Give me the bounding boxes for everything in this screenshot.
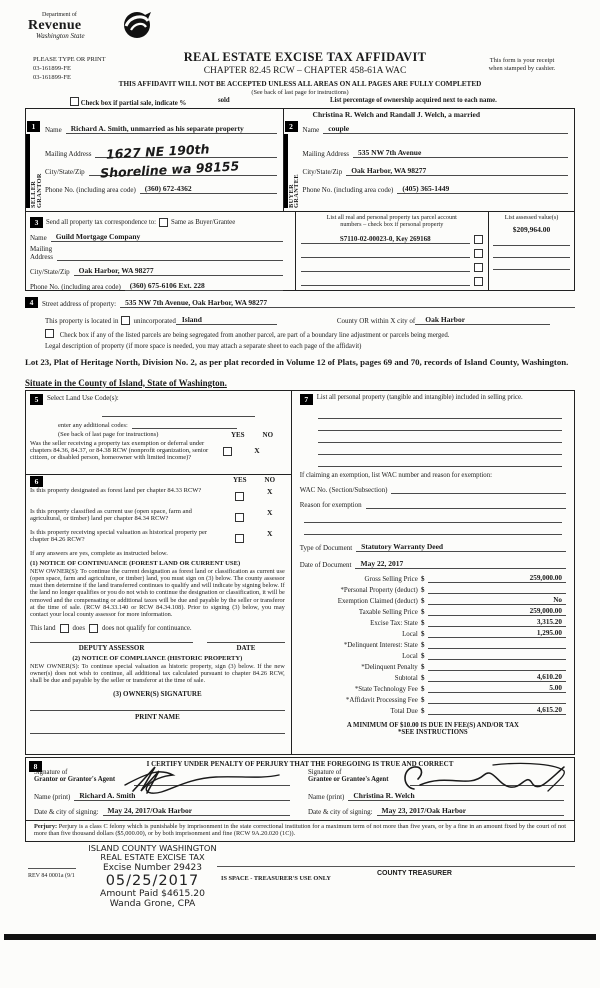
assessed-header: List assessed value(s)	[504, 214, 559, 221]
notice-compliance-title: (2) NOTICE OF COMPLIANCE (HISTORIC PROPERTY)	[72, 654, 243, 662]
county-or-label: County OR within X city of	[336, 317, 416, 325]
section8-number: 8	[29, 761, 42, 772]
grantor-signature-scribble	[121, 761, 286, 799]
parcel-header-line2: numbers – check box if personal property	[340, 221, 444, 228]
dollar-sign: $	[421, 629, 425, 638]
dollar-sign: $	[421, 684, 425, 693]
ownership-note: List percentage of ownership acquired next to each name.	[330, 97, 497, 104]
buyer-mailing-label: Mailing Address	[302, 150, 350, 158]
seller-rail	[26, 134, 42, 208]
buyer-section	[284, 109, 574, 211]
seller-city-label: City/State/Zip	[45, 168, 85, 176]
located-in-label: This property is located in	[45, 317, 119, 325]
fin-label: Gross Selling Price	[364, 575, 418, 583]
parcel-3-blank	[301, 271, 471, 272]
section4-number: 4	[25, 297, 38, 308]
correspondence-name-label: Name	[30, 234, 47, 242]
current-use-question: Is this property classified as current use (open space, farm and agricultural, or timber) land per chapter 84.34 RCW?	[30, 507, 192, 522]
partial-sale-label: Check box if partial sale, indicate %	[80, 100, 187, 107]
exemption-reason-label: Reason for exemption	[299, 500, 362, 509]
fin-label: *Personal Property (deduct)	[340, 586, 418, 594]
exemption-reason-blank-2	[304, 511, 562, 523]
fin-value: No	[428, 596, 566, 605]
wac-number-label: WAC No. (Section/Subsection)	[299, 485, 388, 494]
unincorporated-checkbox	[121, 316, 130, 325]
grantee-sig-label-2: Grantee or Grantee's Agent	[308, 776, 389, 783]
deputy-assessor-label: DEPUTY ASSESSOR	[78, 643, 145, 652]
grantor-signature-block	[26, 769, 300, 786]
q2-yes-cell	[225, 508, 255, 526]
type-or-print-label: PLEASE TYPE OR PRINT	[33, 56, 106, 63]
bottom-black-bar	[4, 934, 596, 940]
county-stamp	[80, 844, 225, 910]
certification-section	[25, 757, 575, 842]
fin-value: 4,610.20	[428, 673, 566, 682]
fin-row-delinq-state	[300, 638, 566, 649]
partial-sale-checkbox	[70, 97, 79, 106]
section6-no-header: NO	[264, 475, 276, 484]
legal-description-value: Lot 23, Plat of Heritage North, Division No. 2, as per plat recorded in Volume 12 of Plats, pages 69 and 70, records of Island County, Washington.	[25, 357, 569, 367]
property-section	[25, 291, 575, 388]
parcel-header	[301, 214, 484, 228]
doc-type-label: Type of Document	[299, 543, 353, 552]
unincorporated-label: unincorporated	[133, 317, 176, 325]
personal-property-blank-1	[318, 407, 562, 419]
receipt-note-line1: This form is your receipt	[489, 57, 555, 64]
land-does-not-label: does not qualify for continuance.	[101, 624, 192, 632]
certify-statement: I CERTIFY UNDER PENALTY OF PERJURY THAT THE FOREGOING IS TRUE AND CORRECT	[146, 759, 454, 768]
grantee-name-print-value: Christina R. Welch	[348, 791, 564, 801]
same-as-buyer-label: Same as Buyer/Grantee	[171, 219, 236, 226]
correspondence-mailing-value	[57, 260, 283, 261]
section1-number: 1	[27, 121, 40, 132]
notice-continuance-body: NEW OWNER(S): To continue the current designation as forest land or classification as current use (open space, farm and agriculture, or timber) land, you must sign on (3) below. The county assessor must then determine if the land transferred continues to qualify and will indicate by signing below. If the land no longer qualifies or you do not wish to continue the designation or classification, it will be removed and the compensating or additional taxes will be due and payable by the seller or transferor at the time of sale. (RCW 84.33.140 or RCW 84.34.108). Prior to signing (3) below, you may contact your local county assessor for more information.	[30, 567, 285, 619]
grantor-name-print-label: Name (print)	[34, 792, 71, 801]
seller-mailing-label: Mailing Address	[45, 150, 92, 158]
fin-value: 1,295.00	[428, 629, 566, 638]
dollar-sign: $	[421, 706, 425, 715]
exemption-deferral-question: Was the seller receiving a property tax exemption or deferral under chapters 84.36, 84.37, or 84.38 RCW (nonprofit organization, senior citizen, or disabled person, homeowner with limited income)?	[30, 439, 209, 462]
this-land-label: This land	[30, 624, 56, 632]
section5-no-answer: X	[254, 446, 260, 456]
fin-value	[428, 703, 566, 704]
seller-buyer-box	[25, 108, 575, 211]
q3-yes-checkbox	[235, 534, 244, 543]
fin-row-delinq-local	[300, 649, 566, 660]
grantee-signature-scribble	[398, 761, 568, 801]
sold-label: sold	[218, 97, 230, 104]
buyer-side-label: BUYER	[287, 183, 295, 208]
receipt-note	[472, 57, 572, 73]
buyer-city-label: City/State/Zip	[302, 168, 343, 176]
fin-row-tech-fee	[300, 682, 566, 693]
fin-row-gross	[300, 572, 566, 583]
form-body	[25, 108, 575, 940]
land-does-label: does	[72, 624, 85, 632]
buyer-name-value: couple	[323, 124, 568, 134]
fin-value	[428, 659, 566, 660]
dor-logo	[28, 12, 85, 40]
grantee-sig-label-1: Signature of	[308, 768, 342, 776]
notice-continuance-title: (1) NOTICE OF CONTINUANCE (FOREST LAND OR CURRENT USE)	[30, 559, 241, 567]
parcel-number-value: S7110-02-00023-0, Key 269168	[301, 235, 471, 244]
owners-signature-line	[30, 710, 285, 711]
dollar-sign: $	[421, 585, 425, 594]
deputy-assessor-line	[30, 642, 193, 643]
situate-line: Situate in the County of Island, State of Washington.	[25, 377, 227, 388]
buyer-city-value: Oak Harbor, WA 98277	[346, 166, 568, 176]
fin-row-exemption	[300, 594, 566, 605]
section5-yes-header: YES	[230, 430, 245, 439]
mailing-label-line1: Mailing	[30, 245, 53, 253]
correspondence-city-value: Oak Harbor, WA 98277	[74, 266, 283, 276]
fin-value: 5.00	[428, 684, 566, 693]
q3-yes-cell	[225, 529, 255, 547]
partial-sale-left	[70, 97, 186, 107]
grantor-name-print-value: Richard A. Smith	[74, 791, 290, 801]
assessed-4-blank	[493, 258, 570, 270]
section6-yes-header: YES	[232, 475, 247, 484]
correspondence-name-value: Guild Mortgage Company	[51, 232, 283, 242]
buyer-mailing-value: 535 NW 7th Avenue	[353, 148, 568, 158]
stamp-signer: Wanda Grone, CPA	[109, 898, 196, 909]
fin-label: Local	[402, 630, 418, 638]
q2-yes-checkbox	[235, 513, 244, 522]
assessed-value: $209,964.00	[512, 225, 551, 234]
street-address-label: Street address of property:	[42, 300, 117, 308]
section5-no-header: NO	[262, 430, 274, 439]
section5	[26, 391, 291, 475]
q1-no-answer: X	[267, 486, 273, 496]
section2-number: 2	[285, 121, 298, 132]
segregated-label: Check box if any of the listed parcels are being segregated from another parcel, are part of a boundary line adjustment or parcels being merged.	[59, 332, 450, 339]
personal-property-blank-4	[318, 443, 562, 455]
section6-number: 6	[30, 476, 43, 487]
fin-row-excise-state	[300, 616, 566, 627]
land-use-code-blank	[102, 409, 255, 417]
if-any-yes-note: If any answers are yes, complete as instructed below.	[30, 549, 168, 557]
dollar-sign: $	[421, 640, 425, 649]
section5-see-back: (See back of last page for instructions)	[58, 430, 159, 438]
correspondence-phone-label: Phone No. (including area code)	[30, 283, 121, 291]
fin-label: Subtotal	[394, 674, 418, 682]
treasurer-space-label: IS SPACE - TREASURER'S USE ONLY	[221, 874, 331, 882]
forest-land-question: Is this property designated as forest land per chapter 84.33 RCW?	[30, 486, 202, 494]
grantee-signature-block	[300, 769, 574, 786]
county-value: Island	[176, 315, 277, 325]
fin-value: 4,615.20	[428, 706, 566, 715]
fin-label: Total Due	[390, 707, 418, 715]
additional-codes-label: enter any additional codes:	[58, 421, 128, 429]
logo-state-text: Washington State	[36, 32, 85, 40]
dollar-sign: $	[421, 673, 425, 682]
additional-codes-blank	[132, 420, 237, 429]
perjury-notice	[26, 820, 574, 841]
city-of-value: Oak Harbor	[415, 315, 550, 325]
stamp-date: 05/25/2017	[105, 872, 200, 889]
land-does-not-checkbox	[89, 624, 98, 633]
parcel-header-line1: List all real and personal property tax parcel account	[326, 214, 457, 221]
see-back-note: (See back of last page for instructions)	[251, 89, 349, 96]
buyer-name-label: Name	[302, 126, 320, 134]
parcel-1-checkbox	[474, 235, 483, 244]
fin-label: *Delinquent Interest: State	[343, 641, 418, 649]
parcel-2-checkbox	[474, 249, 483, 258]
form-number-2: 03-161899-FE	[33, 74, 71, 81]
seller-name-value: Richard A. Smith, unmarried as his separate property	[66, 124, 277, 134]
fin-row-personal	[300, 583, 566, 594]
buyer-phone-label: Phone No. (including area code)	[302, 186, 394, 194]
stamp-county: ISLAND COUNTY WASHINGTON	[88, 842, 217, 853]
fin-value: 259,000.00	[428, 607, 566, 616]
dollar-sign: $	[421, 651, 425, 660]
assessor-date-line	[207, 642, 285, 643]
q1-yes-checkbox	[235, 492, 244, 501]
owners-signature-label: (3) OWNER(S) SIGNATURE	[113, 690, 202, 699]
personal-property-blank-5	[318, 455, 562, 467]
assessor-date-label: DATE	[236, 643, 256, 652]
logo-revenue-text: Revenue	[28, 18, 82, 33]
seller-name-label: Name	[45, 126, 62, 134]
perjury-label: Perjury:	[34, 822, 58, 830]
personal-property-blank-3	[318, 431, 562, 443]
buyer-name-overflow: Christina R. Welch and Randall J. Welch, a married	[312, 110, 480, 119]
seller-phone-value: (360) 672-4362	[140, 184, 277, 194]
grantee-name-print-label: Name (print)	[308, 792, 345, 801]
section5-yes-cell	[212, 442, 242, 460]
parcel-column	[295, 212, 490, 290]
grantor-date-value: May 24, 2017/Oak Harbor	[103, 806, 290, 816]
exemption-reason-blank-3	[304, 523, 562, 535]
historical-property-question: Is this property receiving special valuation as historical property per chapter 84.26 RCW?	[30, 528, 208, 543]
doc-date-label: Date of Document	[299, 560, 352, 569]
see-instructions-note: *SEE INSTRUCTIONS	[398, 728, 468, 736]
fin-label: Local	[402, 652, 418, 660]
grantee-date-value: May 23, 2017/Oak Harbor	[377, 806, 564, 816]
exemption-reason-value	[366, 508, 566, 509]
section5-yes-checkbox	[223, 447, 232, 456]
fin-value: 259,000.00	[428, 574, 566, 583]
treasurer-line	[217, 866, 575, 867]
street-address-value: 535 NW 7th Avenue, Oak Harbor, WA 98277	[120, 298, 575, 308]
dollar-sign: $	[421, 574, 425, 583]
correspondence-city-label: City/State/Zip	[30, 268, 70, 276]
correspondence-mailing-label	[30, 246, 57, 261]
fin-row-delinq-penalty	[300, 660, 566, 671]
treasurer-area	[25, 842, 575, 928]
fin-row-subtotal	[300, 671, 566, 682]
seller-phone-label: Phone No. (including area code)	[45, 186, 136, 194]
section7-number: 7	[300, 394, 313, 405]
form-number-1: 03-161899-FE	[33, 65, 71, 72]
assessed-2-blank	[493, 234, 570, 246]
send-correspondence-label: Send all property tax correspondence to:	[46, 219, 157, 226]
form-plate	[33, 55, 106, 82]
assessed-column	[489, 212, 574, 290]
perjury-text: Perjury is a class C felony which is punishable by imprisonment in the state correctional institution for a maximum term of not more than five years, or by a fine in an amount fixed by the court of not more than five thousand dollars ($5,000.00), or by both imprisonment and fine (RCW 9A.20.020 (1C)).	[34, 822, 566, 837]
segregated-checkbox	[45, 329, 54, 338]
form-title: REAL ESTATE EXCISE TAX AFFIDAVIT	[183, 50, 427, 64]
receipt-note-line2: when stamped by cashier.	[488, 65, 556, 72]
print-name-line	[30, 733, 285, 734]
header	[0, 0, 600, 108]
fin-value	[428, 593, 566, 594]
parcel-3-checkbox	[474, 263, 483, 272]
legal-description-label: Legal description of property (if more space is needed, you may attach a separate sheet to each page of the affidavit)	[45, 343, 362, 350]
warning-line: THIS AFFIDAVIT WILL NOT BE ACCEPTED UNLESS ALL AREAS ON ALL PAGES ARE FULLY COMPLETED	[118, 80, 482, 88]
dollar-sign: $	[421, 618, 425, 627]
seller-section	[26, 109, 284, 211]
q1-yes-cell	[225, 487, 255, 505]
dollar-sign: $	[421, 596, 425, 605]
form-subtitle: CHAPTER 82.45 RCW – CHAPTER 458-61A WAC	[203, 66, 407, 76]
section5-number: 5	[30, 394, 43, 405]
print-name-label: PRINT NAME	[134, 713, 180, 722]
fin-label: *State Technology Fee	[354, 685, 418, 693]
dollar-sign: $	[421, 607, 425, 616]
county-treasurer-label: COUNTY TREASURER	[377, 869, 452, 877]
rev-number: REV 84 0001a (9/1	[28, 872, 75, 879]
grantor-side-label: GRANTOR	[35, 173, 43, 208]
dor-swirl-icon	[120, 8, 154, 42]
parcel-4-checkbox	[474, 277, 483, 286]
parcel-2-blank	[301, 257, 471, 258]
personal-property-label: List all personal property (tangible and intangible) included in selling price.	[316, 393, 523, 401]
seller-side-label: SELLER	[30, 180, 37, 208]
land-does-checkbox	[60, 624, 69, 633]
correspondence-phone-value: (360) 675-6106 Ext. 228	[125, 281, 283, 291]
fin-label: *Affidavit Processing Fee	[345, 696, 418, 704]
fin-value	[428, 648, 566, 649]
grantor-sig-label-2: Grantor or Grantor's Agent	[34, 776, 116, 783]
assessed-3-blank	[493, 246, 570, 258]
grantee-side-label: GRANTEE	[293, 174, 301, 208]
doc-date-value: May 22, 2017	[355, 559, 566, 569]
fin-row-taxable	[300, 605, 566, 616]
dollar-sign: $	[421, 662, 425, 671]
correspondence-column	[26, 212, 295, 290]
stamp-excise-number: Excise Number 29423	[102, 862, 203, 873]
fin-row-processing-fee	[300, 693, 566, 704]
stamp-tax-title: REAL ESTATE EXCISE TAX	[100, 852, 205, 862]
stamp-amount-paid: Amount Paid $4615.20	[100, 887, 205, 899]
personal-property-blank-2	[318, 419, 562, 431]
section7	[292, 391, 574, 754]
wac-number-value	[391, 493, 566, 494]
fin-label: Excise Tax: State	[370, 619, 418, 627]
section6	[26, 475, 291, 754]
same-as-buyer-checkbox	[159, 218, 168, 227]
minimum-fee-note: A MINIMUM OF $10.00 IS DUE IN FEE(S) AND/OR TAX	[346, 721, 519, 729]
fin-label: *Delinquent Penalty	[361, 663, 418, 671]
land-use-code-label: Select Land Use Code(s):	[47, 393, 119, 402]
doc-type-value: Statutory Warranty Deed	[356, 542, 566, 552]
grantee-date-label: Date & city of signing:	[308, 807, 373, 816]
notice-compliance-body: NEW OWNER(S): To continue special valuation as historic property, sign (3) below. If the new owner(s) does not wish to continue, all additional tax calculated pursuant to chapter 84.26 RCW, shall be due and payable by the seller or transferor at the time of sale.	[30, 662, 285, 685]
buyer-phone-value: (405) 365-1449	[397, 184, 568, 194]
grantor-sig-label-1: Signature of	[34, 768, 68, 776]
fin-label: Taxable Selling Price	[358, 608, 418, 616]
mailing-label-line2: Address	[30, 252, 53, 261]
land-use-box	[25, 390, 575, 755]
q3-no-answer: X	[267, 528, 273, 538]
seller-city-value: Shoreline wa 98155	[99, 158, 240, 181]
fin-row-excise-local	[300, 627, 566, 638]
logo-dept-text: Department of	[42, 12, 77, 18]
seller-mailing-value: 1627 NE 190th	[106, 141, 211, 162]
exemption-claim-note: If claiming an exemption, list WAC number and reason for exemption:	[299, 471, 492, 479]
fin-row-total-due	[300, 704, 566, 715]
title-block	[140, 50, 470, 76]
seller-spacer	[55, 110, 277, 121]
tax-correspondence-box	[25, 211, 575, 291]
parcel-4-blank	[301, 285, 471, 286]
buyer-rail	[284, 134, 300, 208]
land-use-column	[26, 391, 292, 754]
fin-value	[428, 670, 566, 671]
fin-value: 3,315.20	[428, 618, 566, 627]
fin-label: Exemption Claimed (deduct)	[337, 597, 418, 605]
grantor-date-label: Date & city of signing:	[34, 807, 99, 816]
q2-no-answer: X	[267, 507, 273, 517]
dollar-sign: $	[421, 695, 425, 704]
rev-line	[28, 868, 76, 869]
section3-number: 3	[30, 217, 43, 228]
